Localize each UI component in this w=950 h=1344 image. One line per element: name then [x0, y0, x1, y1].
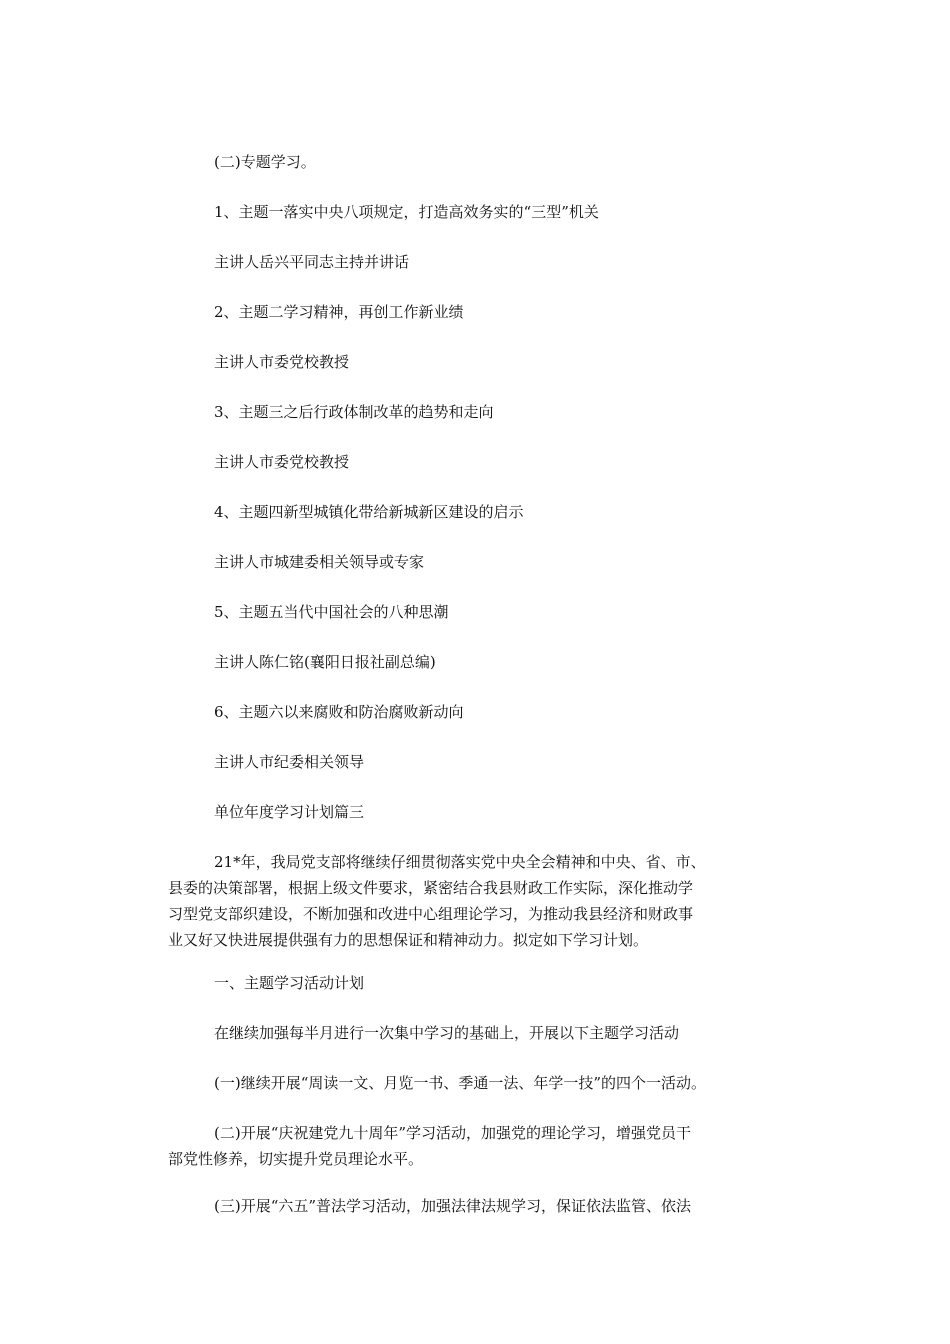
speaker-3: 主讲人市委党校教授: [214, 453, 350, 471]
paragraph-line: 习型党支部织建设，不断加强和改进中心组理论学习，为推动我县经济和财政事: [168, 905, 694, 923]
topic-5: 5、主题五当代中国社会的八种思潮: [214, 603, 449, 621]
topic-1: 1、主题一落实中央八项规定，打造高效务实的“三型”机关: [214, 203, 599, 221]
speaker-6: 主讲人市纪委相关领导: [214, 753, 365, 771]
speaker-2: 主讲人市委党校教授: [214, 353, 350, 371]
subsection-heading: (二)专题学习。: [214, 153, 316, 171]
activity-item-3: (三)开展“六五”普法学习活动，加强法律法规学习，保证依法监管、依法: [214, 1197, 692, 1215]
speaker-4: 主讲人市城建委相关领导或专家: [214, 553, 425, 571]
paragraph-line: 业又好又快进展提供强有力的思想保证和精神动力。拟定如下学习计划。: [168, 931, 649, 949]
topic-4: 4、主题四新型城镇化带给新城新区建设的启示: [214, 503, 524, 521]
intro-line: 在继续加强每半月进行一次集中学习的基础上，开展以下主题学习活动: [214, 1024, 680, 1042]
paragraph-line: 县委的决策部署，根据上级文件要求，紧密结合我县财政工作实际，深化推动学: [168, 879, 694, 897]
speaker-5: 主讲人陈仁铭(襄阳日报社副总编): [214, 653, 436, 671]
topic-2: 2、主题二学习精神，再创工作新业绩: [214, 303, 464, 321]
paragraph-line: (二)开展“庆祝建党九十周年”学习活动，加强党的理论学习，增强党员干: [214, 1124, 692, 1142]
speaker-1: 主讲人岳兴平同志主持并讲话: [214, 253, 410, 271]
intro-paragraph: [168, 849, 774, 953]
topic-3: 3、主题三之后行政体制改革的趋势和走向: [214, 403, 494, 421]
topic-6: 6、主题六以来腐败和防治腐败新动向: [214, 703, 464, 721]
section-title: 单位年度学习计划篇三: [214, 803, 365, 821]
section-heading: 一、主题学习活动计划: [214, 974, 365, 992]
activity-item-2: [168, 1120, 774, 1172]
paragraph-line: 21*年，我局党支部将继续仔细贯彻落实党中央全会精神和中央、省、市、: [214, 853, 706, 871]
activity-item-1: (一)继续开展“周读一文、月览一书、季通一法、年学一技”的四个一活动。: [214, 1074, 707, 1092]
paragraph-line: 部党性修养，切实提升党员理论水平。: [168, 1150, 424, 1168]
